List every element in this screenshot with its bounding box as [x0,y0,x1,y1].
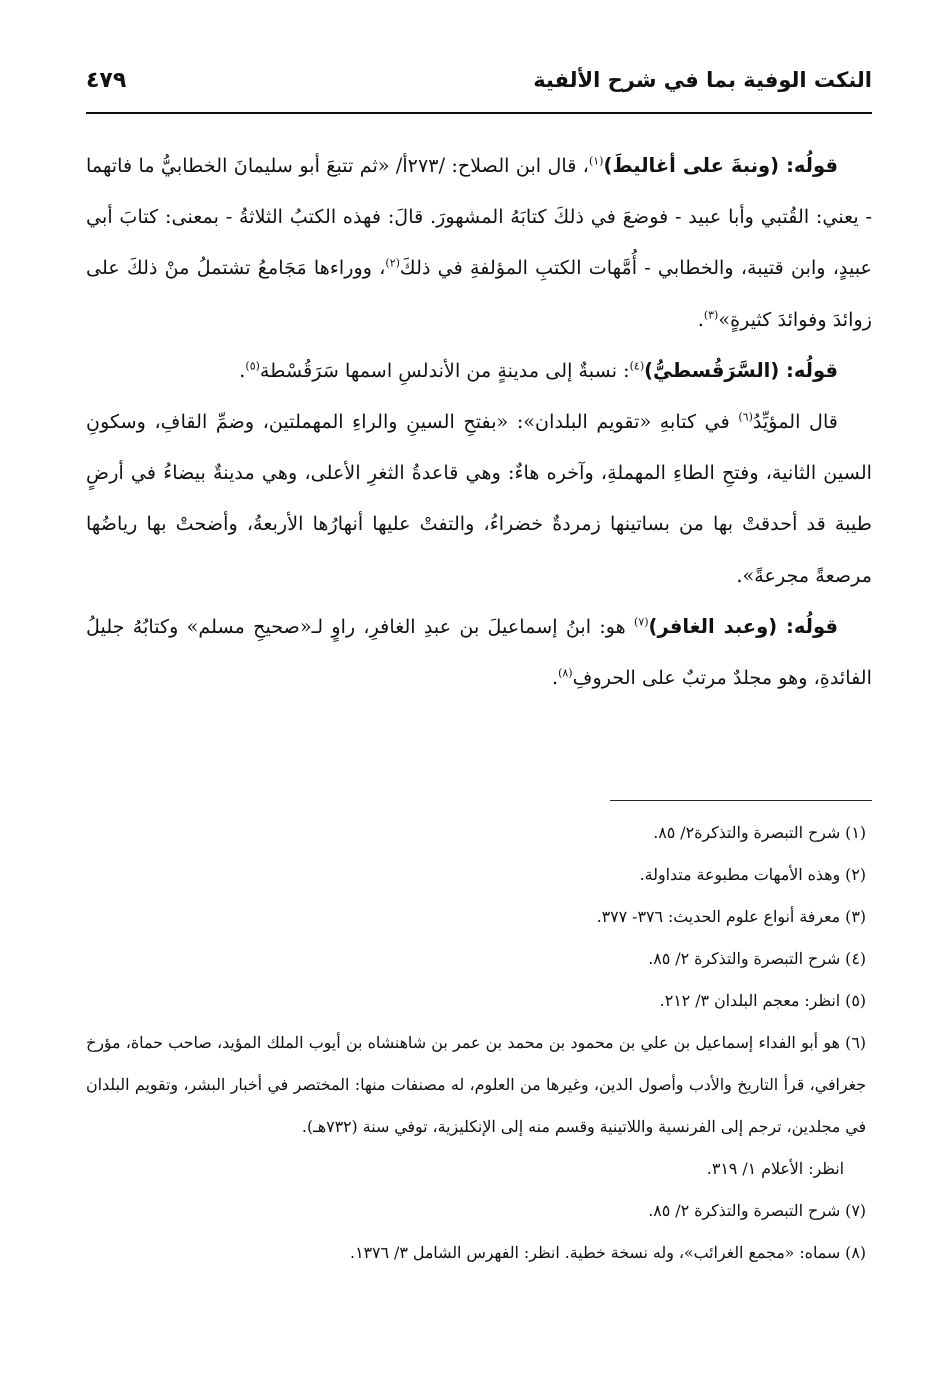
paragraph-4-lead: قولُه: (وعبد الغافر) [648,614,838,638]
footnote-ref-4: (٤) [629,359,645,373]
running-header [86,58,872,102]
paragraph-3-text-cont: في كتابهِ «تقويم البلدان»: «بفتحِ السينِ والراءِ المهملتين، وضمِّ القافِ، وسكونِ السين الثانية، وفتحِ الطاءِ المهملةِ، وآخره هاءٌ: وهي قاعدةُ الثغرِ الأعلى، وهي مدينةٌ بيضاءُ في أرضٍ طيبة قد أحدقتْ بها من بساتينها زمردةٌ خضراءُ، والتفتْ عليها أنهارُها الأربعةُ، وأضحتْ بها رياضُها مرصعةً مجرعةً». [86,410,872,587]
page-number: ٤٧٩ [86,67,127,93]
footnote-ref-5: (٥) [245,359,260,373]
footnotes [86,812,866,1274]
paragraph-1-text-end: . [697,307,704,331]
paragraph-1-text: ، قال ابن الصلاح: /٢٧٣أ/ «ثم تتبعَ أبو سليمانَ الخطابيُّ ما فاتهما - يعني: القُتبي وأبا عبيد - فوضعَ في ذلكَ كتابَهُ المشهورَ. قالَ: فهذه الكتبُ الثلاثةُ - بمعنى: كتابَ أبي عبيدٍ، وابن قتيبة، والخطابي - أُمَّهات الكتبِ المؤلفةِ في ذلكَ [86,154,872,280]
footnote-4: (٤) شرح التبصرة والتذكرة ٢/ ٨٥. [648,949,866,968]
footnote-8: (٨) سماه: «مجمع الغرائب»، وله نسخة خطية. انظر: الفهرس الشامل ٣/ ١٣٧٦. [350,1243,866,1262]
paragraph-1 [86,140,872,345]
paragraph-4-text-end: . [551,666,559,690]
paragraph-4-text: هو: ابنُ إسماعيلَ بن عبدِ الغافرِ، راوٍ لـ«صحيحِ مسلم» وكتابُهُ جليلُ الفائدةِ، وهو مجلدٌ مرتبٌ على الحروفِ [86,614,872,690]
paragraph-3 [86,396,872,601]
header-divider [86,112,872,114]
paragraph-3-text: قال المؤيِّدُ [752,410,838,434]
footnote-ref-8: (٨) [558,666,573,680]
footnote-1: (١) شرح التبصرة والتذكرة٢/ ٨٥. [653,823,866,842]
footnote-ref-3: (٣) [703,308,719,322]
paragraph-4 [86,601,872,703]
footnote-ref-6: (٦) [738,410,753,424]
footnote-7: (٧) شرح التبصرة والتذكرة ٢/ ٨٥. [648,1201,866,1220]
footnote-ref-2: (٢) [385,257,400,271]
paragraph-2-lead: قولُه: (السَّرَقُسطيُّ) [644,358,838,382]
main-text [86,140,872,703]
footnote-6: (٦) هو أبو الفداء إسماعيل بن علي بن محمود بن محمد بن عمر بن شاهنشاه بن أيوب الملك المؤيد، صاحب حماة، مؤرخ جغرافي، قرأ التاريخ والأدب وأصول الدين، وغيرها من العلوم، له مصنفات منها: المختصر في أخبار البشر، وتقويم البلدان في مجلدين، ترجم إلى الفرنسية واللاتينية وقسم منه إلى الإنكليزية، توفي سنة (٧٣٢هـ). [86,1033,866,1136]
footnote-divider [610,800,872,801]
paragraph-1-text-cont: ، ووراءها مَجَامعُ تشتملُ منْ ذلكَ على زوائدَ وفوائدَ كثيرةٍ» [86,256,872,331]
footnote-6-reference: انظر: الأعلام ١/ ٣١٩. [706,1159,844,1178]
footnote-ref-1: (١) [588,154,604,168]
paragraph-2 [86,345,872,396]
footnote-5: (٥) انظر: معجم البلدان ٣/ ٢١٢. [659,991,866,1010]
footnote-2: (٢) وهذه الأمهات مطبوعة متداولة. [639,865,866,884]
paragraph-2-text: : نسبةٌ إلى مدينةٍ من الأندلسِ اسمها سَرَقُسْطة [259,358,630,382]
book-title: النكت الوفية بما في شرح الألفية [533,68,872,92]
footnote-3: (٣) معرفة أنواع علوم الحديث: ٣٧٦- ٣٧٧. [596,907,866,926]
footnote-ref-7: (٧) [634,615,649,629]
paragraph-2-text-end: . [239,358,246,382]
paragraph-1-lead: قولُه: (ونبةَ على أغاليطَ) [603,154,839,177]
